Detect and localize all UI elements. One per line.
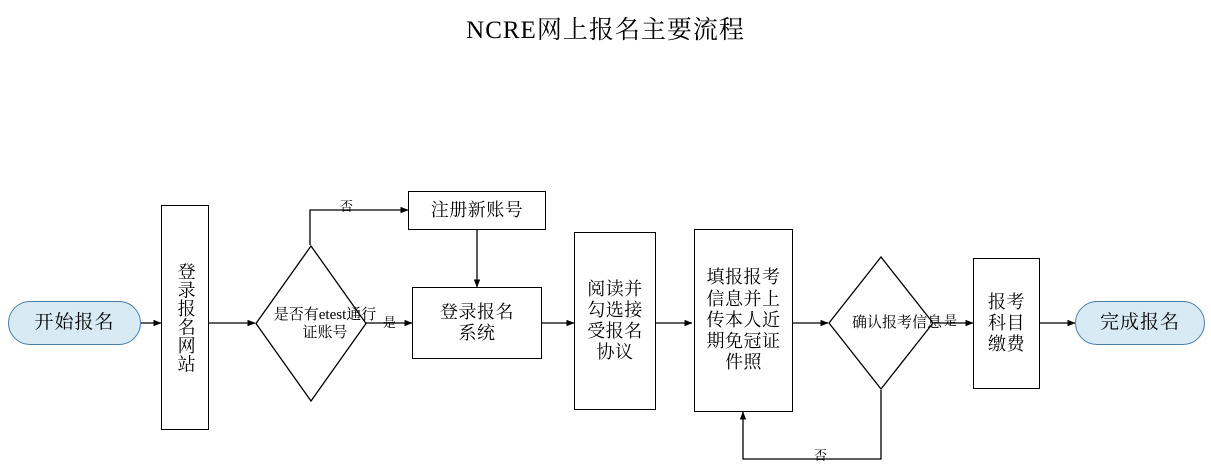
edge-label-no-confirm: 否 (814, 448, 828, 463)
node-register-account[interactable] (408, 191, 546, 230)
node-pay-fee-label: 报考科目缴费 (988, 291, 1025, 355)
node-decision-confirm-label: 确认报考信息 (851, 315, 942, 331)
node-read-agreement-label: 阅读并勾选接受报名协议 (587, 278, 643, 363)
edge-label-no-account: 否 (340, 199, 354, 214)
node-pay-fee[interactable] (973, 258, 1040, 389)
node-register-account-label: 注册新账号 (430, 199, 524, 220)
node-login-system-label: 登录报名系统 (440, 301, 514, 343)
node-login-site[interactable] (161, 205, 209, 430)
node-decision-has-account-label: 是否有etest通行证账号 (273, 306, 377, 341)
node-start[interactable] (8, 301, 141, 345)
node-start-label: 开始报名 (34, 311, 115, 333)
node-finish[interactable] (1075, 301, 1205, 345)
node-fill-info[interactable] (694, 229, 793, 412)
page-title: NCRE网上报名主要流程 (466, 17, 745, 44)
node-finish-label: 完成报名 (1099, 311, 1180, 333)
node-read-agreement[interactable] (574, 232, 656, 410)
node-decision-has-account[interactable] (255, 245, 377, 402)
edge-label-yes-confirm: 是 (944, 313, 958, 328)
node-fill-info-label: 填报报考信息并上传本人近期免冠证件照 (706, 267, 781, 373)
node-login-site-label: 登录报名网站 (175, 262, 196, 373)
edge-label-yes-account: 是 (383, 315, 397, 330)
node-login-system[interactable] (412, 287, 542, 359)
node-decision-confirm[interactable] (828, 256, 942, 390)
